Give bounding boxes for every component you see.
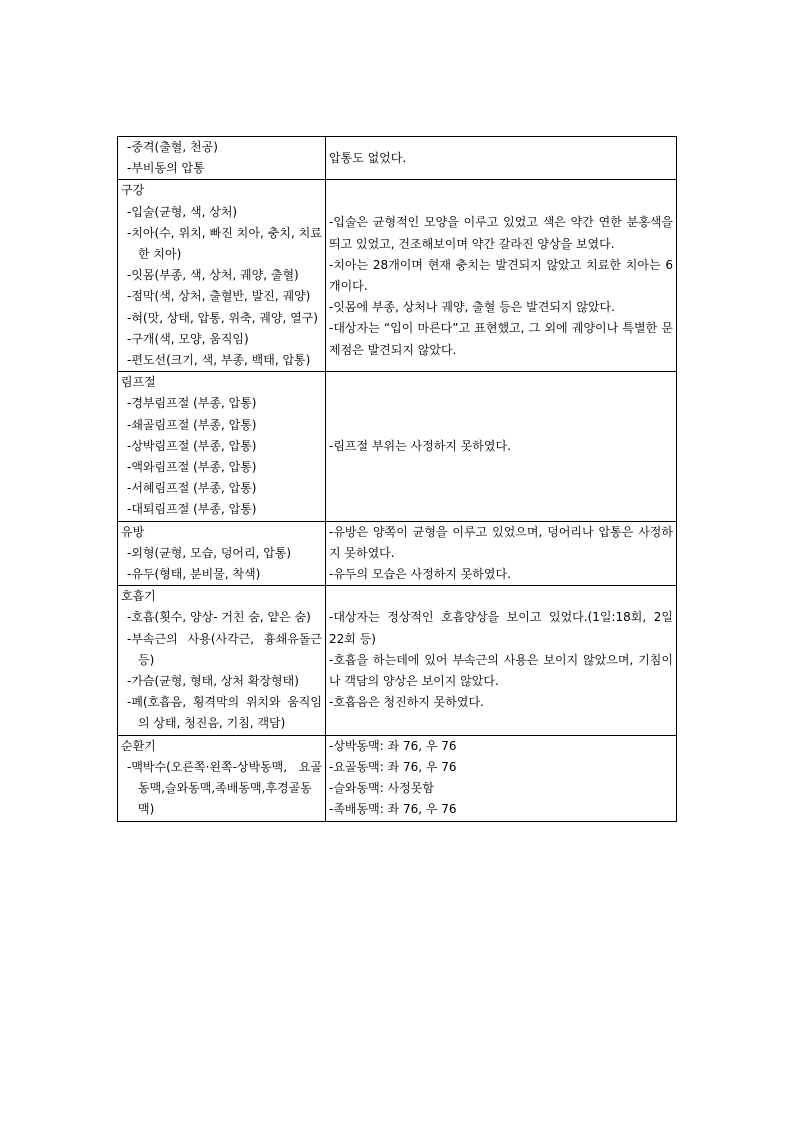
finding-text: -입술은 균형적인 모양을 이루고 있었고 색은 약간 연한 분홍색을 띄고 있었고, 건조해보이며 약간 갈라진 양상을 보였다. [329, 215, 673, 251]
finding-text: -호흡음은 청진하지 못하였다. [329, 695, 484, 710]
assessment-item: -구개(색, 모양, 움직임) [127, 331, 249, 346]
assessment-item: -부속근의 사용(사각근, 흉쇄유돌근 등) [127, 631, 322, 667]
category-cell [118, 735, 326, 821]
finding-text: -호흡을 하는데에 있어 부속근의 사용은 보이지 않았으며, 기침이나 객담의 양상은 보이지 않았다. [329, 652, 673, 689]
assessment-item: -부비동의 압통 [127, 161, 205, 176]
table-row [118, 180, 677, 372]
findings-cell [326, 521, 677, 586]
table-row [118, 735, 677, 821]
finding-text: -대상자는 정상적인 호흡양상을 보이고 있었다.(1일:18회, 2일 22회 등) [329, 610, 673, 646]
assessment-item: -대퇴림프절 (부종, 압통) [127, 502, 257, 517]
finding-text: -족배동맥: 좌 76, 우 76 [329, 802, 457, 817]
assessment-item: -가슴(균형, 형태, 상처 확장형태) [127, 674, 299, 689]
assessment-item: -서혜림프절 (부종, 압통) [127, 481, 257, 496]
finding-text: -슬와동맥: 사정못함 [329, 781, 434, 796]
assessment-item: -잇몸(부종, 색, 상처, 궤양, 출혈) [127, 268, 299, 283]
finding-text: -림프절 부위는 사정하지 못하였다. [329, 438, 511, 453]
finding-text: -유두의 모습은 사정하지 못하였다. [329, 567, 511, 582]
assessment-item: -편도선(크기, 색, 부종, 백태, 압통) [127, 353, 311, 368]
finding-text: 압통도 없었다. [329, 150, 407, 165]
findings-cell [326, 137, 677, 180]
finding-text: -치아는 28개이며 현재 충치는 발견되지 않았고 치료한 치아는 6개이다. [329, 257, 673, 294]
assessment-item: -혀(맛, 상태, 압통, 위축, 궤양, 열구) [127, 310, 318, 325]
assessment-item: -맥박수(오른쪽·왼쪽-상박동맥, 요골동맥,슬와동맥,족배동맥,후경골동맥) [127, 759, 322, 817]
finding-text: -유방은 양쪽이 균형을 이루고 있었으며, 덩어리나 압통은 사정하지 못하였다. [329, 524, 673, 560]
assessment-item: -외형(균형, 모습, 덩어리, 압통) [127, 545, 292, 560]
assessment-item: -치아(수, 위치, 빠진 치아, 충치, 치료한 치아) [127, 225, 322, 262]
assessment-item: -상박림프절 (부종, 압통) [127, 438, 257, 453]
category-cell [118, 586, 326, 735]
table-row [118, 521, 677, 586]
category-heading: 림프절 [121, 375, 156, 390]
category-heading: 유방 [121, 524, 145, 539]
category-cell [118, 521, 326, 586]
assessment-item: -호흡(횟수, 양상- 거친 숨, 얕은 숨) [127, 610, 311, 625]
finding-text: -대상자는 “입이 마른다”고 표현했고, 그 외에 궤양이나 특별한 문제점은 발견되지 않았다. [329, 321, 673, 357]
assessment-item: -중격(출혈, 천공) [127, 140, 218, 154]
category-cell [118, 372, 326, 521]
findings-cell [326, 372, 677, 521]
findings-cell [326, 735, 677, 821]
assessment-item: -유두(형태, 분비물, 착색) [127, 567, 261, 582]
assessment-item: -액와림프절 (부종, 압통) [127, 460, 257, 475]
category-cell [118, 137, 326, 180]
table-row [118, 586, 677, 735]
category-heading: 순환기 [121, 738, 156, 753]
assessment-item: -경부림프절 (부종, 압통) [127, 396, 257, 411]
assessment-item: -쇄골림프절 (부종, 압통) [127, 417, 257, 432]
category-cell [118, 180, 326, 372]
table-row [118, 137, 677, 180]
category-heading: 호흡기 [121, 589, 156, 604]
assessment-item: -폐(호흡음, 횡격막의 위치와 움직임의 상태, 청진음, 기침, 객담) [127, 695, 322, 731]
finding-text: -요골동맥: 좌 76, 우 76 [329, 759, 457, 774]
assessment-table [117, 136, 677, 822]
table-row [118, 372, 677, 521]
finding-text: -잇몸에 부종, 상처나 궤양, 출혈 등은 발견되지 않았다. [329, 300, 615, 315]
findings-cell [326, 180, 677, 372]
assessment-item: -점막(색, 상처, 출혈반, 발진, 궤양) [127, 289, 311, 304]
finding-text: -상박동맥: 좌 76, 우 76 [329, 738, 457, 753]
category-heading: 구강 [121, 183, 145, 198]
assessment-item: -입술(균형, 색, 상처) [127, 204, 238, 219]
findings-cell [326, 586, 677, 735]
